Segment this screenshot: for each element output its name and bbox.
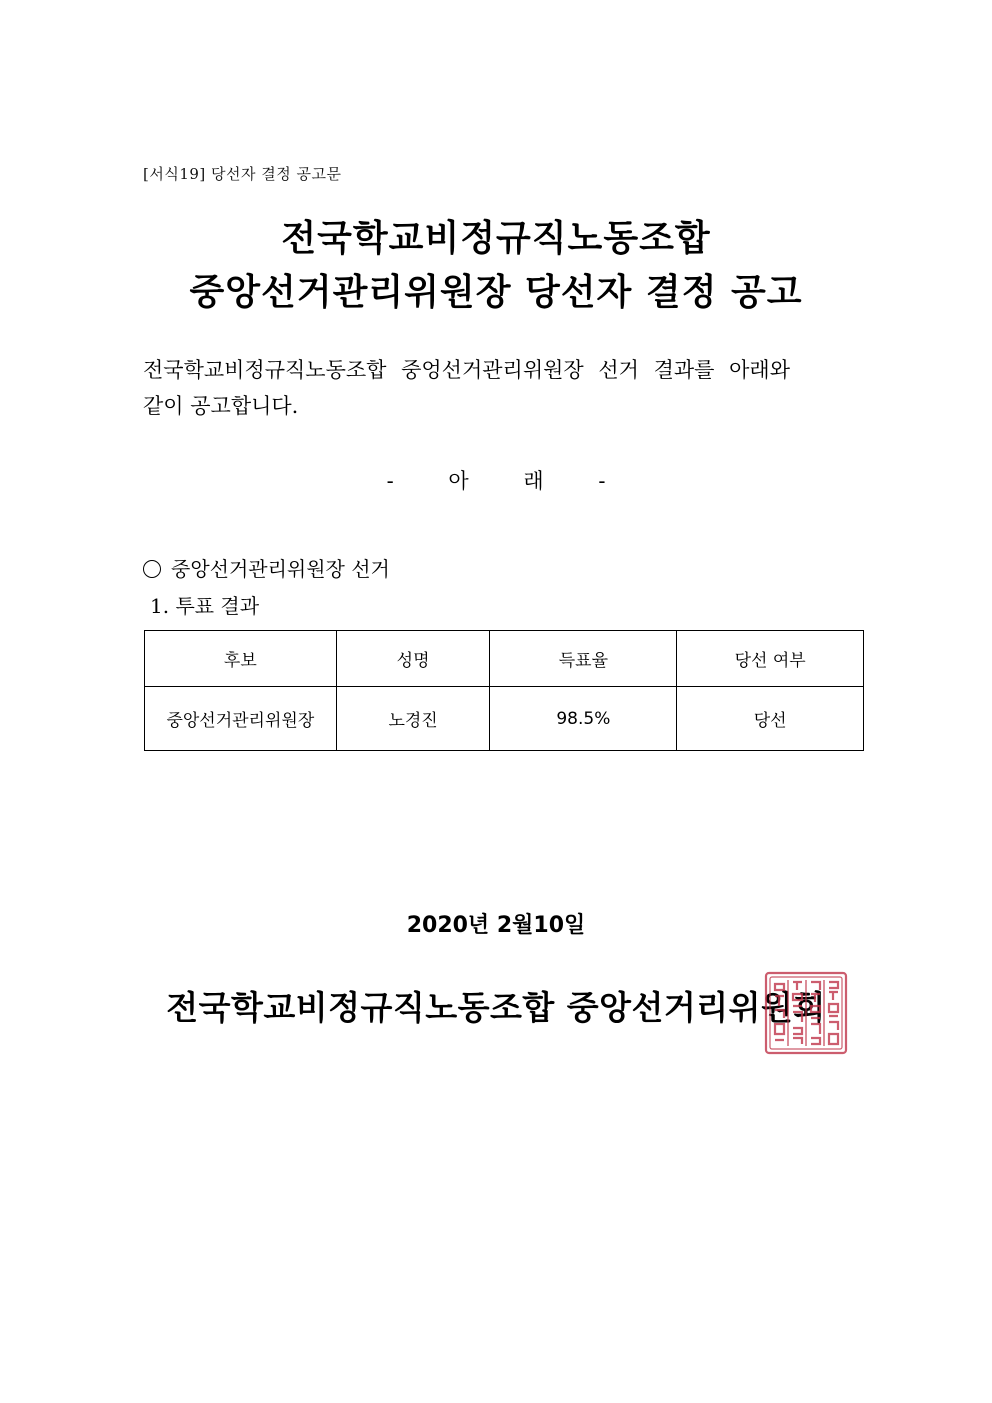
circle-bullet-icon (143, 560, 161, 578)
announcement-body-line-2: 같이 공고합니다. (143, 394, 299, 418)
table-cell-name: 노경진 (336, 687, 490, 751)
announcement-date: 2020년 2월10일 (406, 913, 586, 938)
table-row (145, 687, 864, 751)
table-header-cell: 득표율 (490, 631, 677, 687)
announcement-body-line-1: 전국학교비정규직노동조합 중엉선거관리위원장 선거 결과를 아래와 (143, 358, 790, 382)
document-title-line-1: 전국학교비정규직노동조합 (281, 218, 711, 259)
arae-char-a: 아 (448, 469, 469, 493)
signer-name: 전국학교비정규직노동조합 중앙선거리위원회 (166, 988, 826, 1027)
table-cell-result: 당선 (677, 687, 864, 751)
announcement-body (143, 352, 855, 424)
table-header-cell: 당선 여부 (677, 631, 864, 687)
section-heading (143, 553, 390, 582)
form-label: [서식19] 당선자 결정 공고문 (143, 165, 342, 183)
arae-char-rae: 래 (523, 469, 544, 493)
official-seal-stamp (763, 970, 849, 1056)
table-header-row (145, 631, 864, 687)
arae-dash-left: - (386, 469, 394, 493)
arae-heading (0, 465, 992, 495)
table-cell-vote-rate: 98.5% (490, 687, 677, 751)
results-table (144, 630, 864, 751)
section-heading-text: 중앙선거관리위원장 선거 (171, 557, 390, 581)
document-title-line-2: 중앙선거관리위원장 당선자 결정 공고 (189, 272, 803, 313)
table-header-cell: 성명 (336, 631, 490, 687)
table-header-cell: 후보 (145, 631, 337, 687)
subsection-heading: 1. 투표 결과 (150, 594, 260, 618)
table-cell-candidate: 중앙선거관리위원장 (145, 687, 337, 751)
arae-dash-right: - (598, 469, 606, 493)
